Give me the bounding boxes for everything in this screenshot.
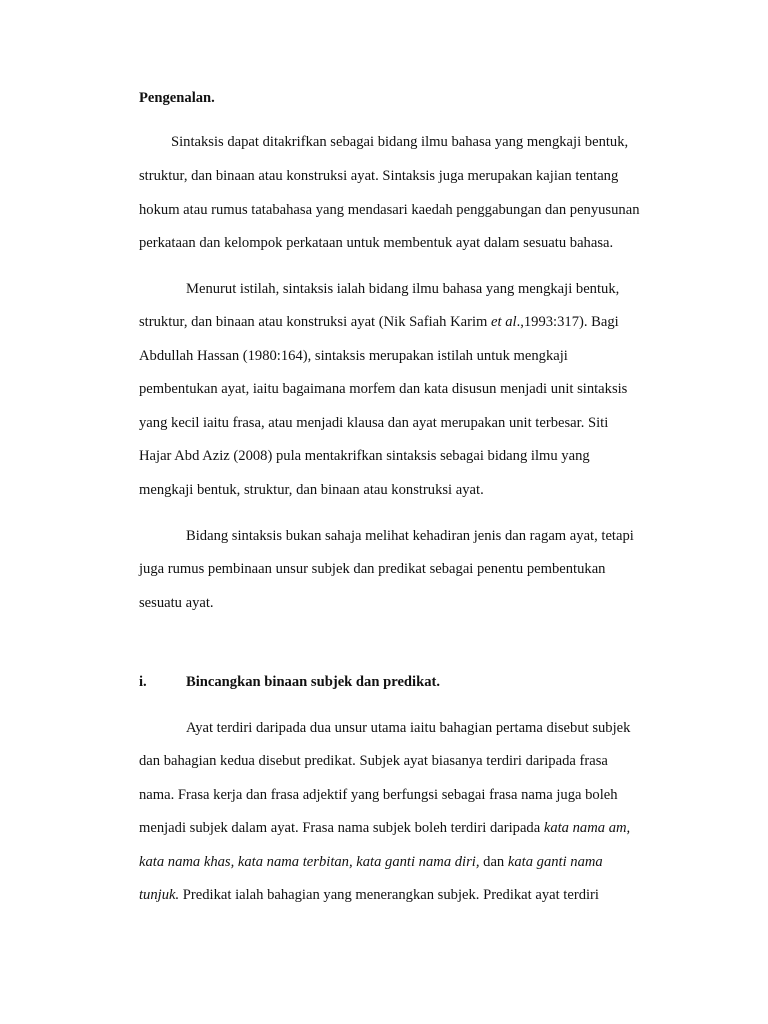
- intro-p2-line-5: yang kecil iaitu frasa, atau menjadi klausa dan ayat merupakan unit terbesar. Siti: [139, 415, 609, 431]
- section-p1-line-5: kata nama khas, kata nama terbitan, kata ganti nama diri, dan kata ganti nama: [139, 854, 603, 870]
- section-heading: Bincangkan binaan subjek dan predikat.: [186, 674, 441, 690]
- section-marker: i.: [139, 674, 147, 690]
- intro-title: Pengenalan.: [139, 90, 215, 106]
- intro-p3-line-3: sesuatu ayat.: [139, 595, 214, 611]
- intro-p2-line-2: struktur, dan binaan atau konstruksi ayat (Nik Safiah Karim et al.,1993:317). Bagi: [139, 314, 619, 330]
- section-p1-line-1: Ayat terdiri daripada dua unsur utama iaitu bahagian pertama disebut subjek: [186, 720, 631, 736]
- section-p1-line-3: nama. Frasa kerja dan frasa adjektif yang berfungsi sebagai frasa nama juga boleh: [139, 787, 618, 803]
- section-p1-line-6: tunjuk. Predikat ialah bahagian yang menerangkan subjek. Predikat ayat terdiri: [139, 887, 599, 903]
- intro-p2-line-1: Menurut istilah, sintaksis ialah bidang ilmu bahasa yang mengkaji bentuk,: [186, 281, 620, 297]
- intro-p3-line-1: Bidang sintaksis bukan sahaja melihat kehadiran jenis dan ragam ayat, tetapi: [186, 528, 634, 544]
- section-p1-line-2: dan bahagian kedua disebut predikat. Subjek ayat biasanya terdiri daripada frasa: [139, 753, 608, 769]
- intro-p2-line-3: Abdullah Hassan (1980:164), sintaksis merupakan istilah untuk mengkaji: [139, 348, 568, 364]
- section-p1-line-4: menjadi subjek dalam ayat. Frasa nama subjek boleh terdiri daripada kata nama am,: [139, 820, 631, 836]
- intro-p2-line-6: Hajar Abd Aziz (2008) pula mentakrifkan sintaksis sebagai bidang ilmu yang: [139, 448, 590, 464]
- intro-p1-line-2: struktur, dan binaan atau konstruksi ayat. Sintaksis juga merupakan kajian tentang: [139, 168, 619, 184]
- intro-p2-line-7: mengkaji bentuk, struktur, dan binaan atau konstruksi ayat.: [139, 482, 484, 498]
- intro-p1-line-1: Sintaksis dapat ditakrifkan sebagai bidang ilmu bahasa yang mengkaji bentuk,: [171, 134, 629, 150]
- intro-p2-line-4: pembentukan ayat, iaitu bagaimana morfem dan kata disusun menjadi unit sintaksis: [139, 381, 628, 397]
- intro-p3-line-2: juga rumus pembinaan unsur subjek dan predikat sebagai penentu pembentukan: [139, 561, 606, 577]
- intro-p1-line-3: hokum atau rumus tatabahasa yang mendasari kaedah penggabungan dan penyusunan: [139, 202, 640, 218]
- intro-p1-line-4: perkataan dan kelompok perkataan untuk membentuk ayat dalam sesuatu bahasa.: [139, 235, 614, 251]
